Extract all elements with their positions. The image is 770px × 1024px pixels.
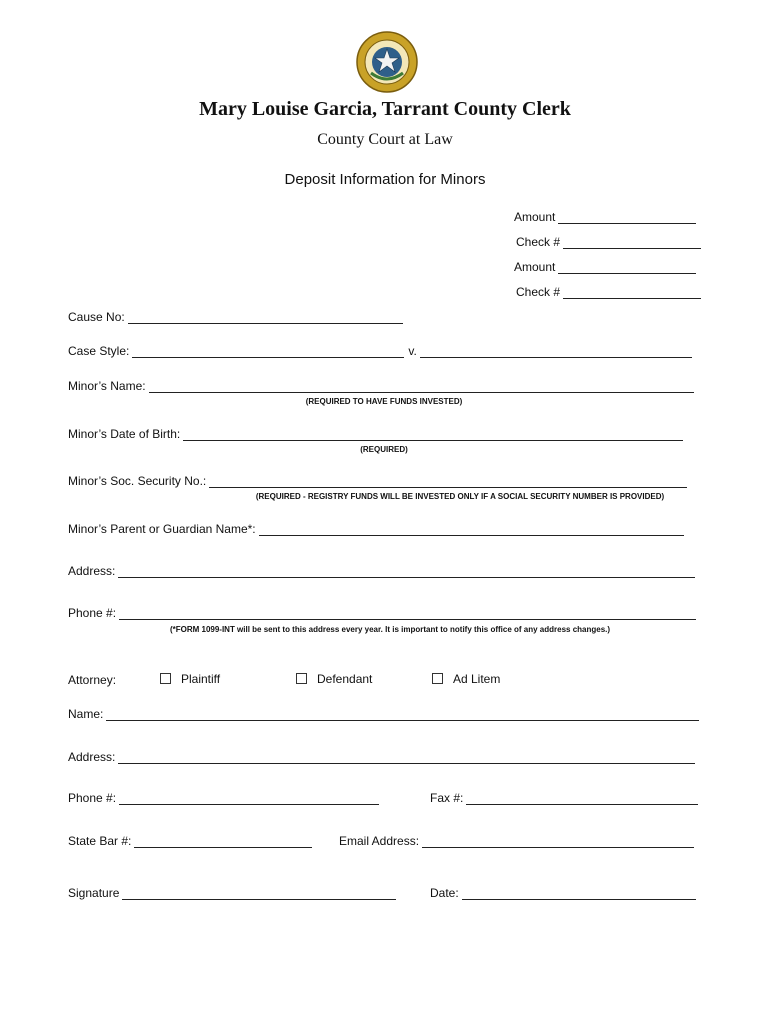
attorney-address-field[interactable] <box>68 750 695 764</box>
attorney-fax-field[interactable] <box>430 791 698 805</box>
ad-litem-checkbox[interactable] <box>432 673 443 684</box>
guardian-name-field[interactable] <box>68 522 684 536</box>
state-bar-line[interactable] <box>134 836 312 848</box>
minor-dob-field[interactable] <box>68 427 683 441</box>
minor-name-field[interactable] <box>68 379 694 393</box>
case-style-label: Case Style: <box>68 344 130 358</box>
ad-litem-option[interactable] <box>432 672 500 686</box>
versus-label: v. <box>408 344 417 358</box>
check-2-field[interactable] <box>516 285 701 299</box>
attorney-fax-line[interactable] <box>466 793 698 805</box>
amount-1-field[interactable] <box>514 210 696 224</box>
amount-2-label: Amount <box>514 260 556 274</box>
check-2-label: Check # <box>516 285 561 299</box>
email-label: Email Address: <box>339 834 420 848</box>
case-style-plaintiff-line[interactable] <box>132 346 404 358</box>
defendant-option[interactable] <box>296 672 372 686</box>
amount-2-line[interactable] <box>558 262 696 274</box>
ad-litem-label: Ad Litem <box>453 672 501 686</box>
attorney-phone-label: Phone #: <box>68 791 117 805</box>
guardian-name-label: Minor’s Parent or Guardian Name*: <box>68 522 256 536</box>
signature-field[interactable] <box>68 886 396 900</box>
minor-name-line[interactable] <box>149 381 694 393</box>
amount-1-line[interactable] <box>558 212 696 224</box>
attorney-name-field[interactable] <box>68 707 699 721</box>
plaintiff-option[interactable] <box>160 672 220 686</box>
cause-no-field[interactable] <box>68 310 403 324</box>
minor-name-label: Minor’s Name: <box>68 379 146 393</box>
attorney-name-label: Name: <box>68 707 104 721</box>
guardian-address-label: Address: <box>68 564 116 578</box>
state-bar-field[interactable] <box>68 834 312 848</box>
minor-dob-label: Minor’s Date of Birth: <box>68 427 181 441</box>
cause-no-label: Cause No: <box>68 310 125 324</box>
attorney-label: Attorney: <box>68 673 117 687</box>
county-seal-logo <box>356 31 418 93</box>
signature-label: Signature <box>68 886 120 900</box>
attorney-address-label: Address: <box>68 750 116 764</box>
minor-name-note: (REQUIRED TO HAVE FUNDS INVESTED) <box>305 397 463 406</box>
amount-2-field[interactable] <box>514 260 696 274</box>
guardian-phone-label: Phone #: <box>68 606 117 620</box>
plaintiff-checkbox[interactable] <box>160 673 171 684</box>
defendant-checkbox[interactable] <box>296 673 307 684</box>
minor-dob-line[interactable] <box>183 429 683 441</box>
guardian-address-field[interactable] <box>68 564 695 578</box>
attorney-fax-label: Fax #: <box>430 791 464 805</box>
minor-ssn-line[interactable] <box>209 476 687 488</box>
court-name: County Court at Law <box>317 131 453 148</box>
defendant-label: Defendant <box>317 672 373 686</box>
minor-ssn-note: (REQUIRED - REGISTRY FUNDS WILL BE INVESTED ONLY IF A SOCIAL SECURITY NUMBER IS PROVIDED) <box>255 492 665 501</box>
email-field[interactable] <box>339 834 694 848</box>
signature-line[interactable] <box>122 888 396 900</box>
date-line[interactable] <box>462 888 696 900</box>
plaintiff-label: Plaintiff <box>181 672 221 686</box>
guardian-phone-field[interactable] <box>68 606 696 620</box>
attorney-phone-field[interactable] <box>68 791 379 805</box>
date-label: Date: <box>430 886 459 900</box>
clerk-title: Mary Louise Garcia, Tarrant County Clerk <box>199 98 571 120</box>
email-line[interactable] <box>422 836 694 848</box>
minor-ssn-field[interactable] <box>68 474 687 488</box>
minor-ssn-label: Minor’s Soc. Security No.: <box>68 474 207 488</box>
date-field[interactable] <box>430 886 696 900</box>
minor-dob-note: (REQUIRED) <box>360 445 408 454</box>
amount-1-label: Amount <box>514 210 556 224</box>
check-1-label: Check # <box>516 235 561 249</box>
attorney-name-line[interactable] <box>106 709 699 721</box>
check-1-field[interactable] <box>516 235 701 249</box>
form-title: Deposit Information for Minors <box>284 171 486 188</box>
attorney-address-line[interactable] <box>118 752 695 764</box>
guardian-phone-line[interactable] <box>119 608 696 620</box>
check-2-line[interactable] <box>563 287 701 299</box>
address-change-note: (*FORM 1099-INT will be sent to this address every year. It is important to notify this office of any address changes.) <box>169 625 611 634</box>
check-1-line[interactable] <box>563 237 701 249</box>
attorney-phone-line[interactable] <box>119 793 379 805</box>
state-bar-label: State Bar #: <box>68 834 132 848</box>
case-style-defendant-line[interactable] <box>420 346 692 358</box>
guardian-name-line[interactable] <box>259 524 684 536</box>
guardian-address-line[interactable] <box>118 566 695 578</box>
case-style-field[interactable] <box>68 344 692 358</box>
cause-no-line[interactable] <box>128 312 403 324</box>
